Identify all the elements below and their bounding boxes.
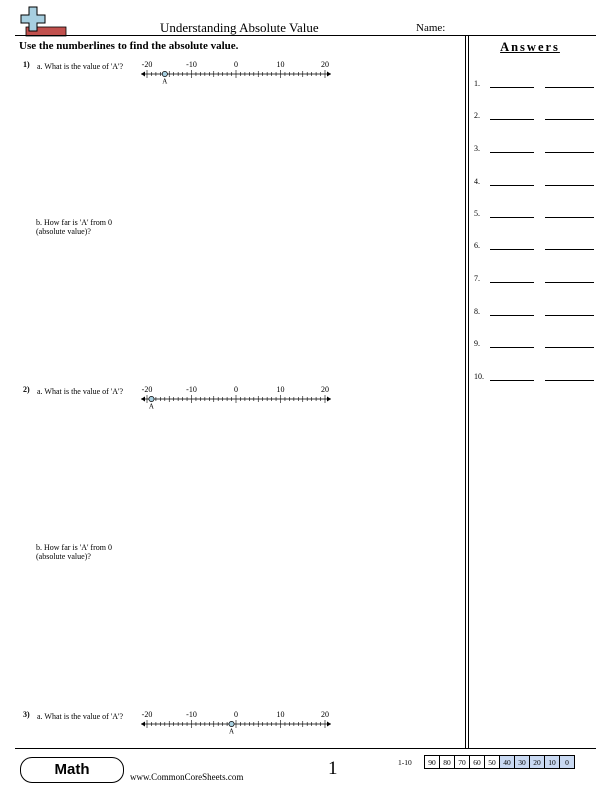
score-cell: 50	[485, 756, 500, 769]
answer-blank-b[interactable]	[545, 249, 594, 250]
tick-label: 0	[234, 60, 238, 69]
score-cell: 30	[515, 756, 530, 769]
answer-number: 7.	[474, 274, 480, 283]
answer-blank-b[interactable]	[545, 217, 594, 218]
answer-blank-b[interactable]	[545, 152, 594, 153]
arrow-left-icon	[141, 397, 145, 402]
question-part-b: b. How far is 'A' from 0	[36, 218, 112, 227]
answer-blank-a[interactable]	[490, 380, 534, 381]
answer-blank-b[interactable]	[545, 347, 594, 348]
answer-number: 10.	[474, 372, 484, 381]
page-number: 1	[328, 758, 338, 779]
tick-label: -10	[186, 60, 197, 69]
answer-number: 3.	[474, 144, 480, 153]
answer-row[interactable]	[474, 339, 596, 351]
tick-label: 20	[321, 710, 329, 719]
point-label: A	[229, 727, 235, 734]
answer-blank-a[interactable]	[490, 282, 534, 283]
answer-blank-b[interactable]	[545, 119, 594, 120]
question-part-a: a. What is the value of 'A'?	[37, 62, 124, 71]
question-part-b-cont: (absolute value)?	[36, 552, 91, 561]
score-cell: 60	[470, 756, 485, 769]
score-cell: 20	[530, 756, 545, 769]
point-label: A	[162, 77, 168, 84]
tick-label: 10	[276, 60, 285, 69]
column-divider	[465, 35, 466, 748]
answer-row[interactable]	[474, 307, 596, 319]
number-line	[140, 385, 332, 409]
question-part-b-cont: (absolute value)?	[36, 227, 91, 236]
column-divider-inner	[468, 35, 469, 748]
arrow-right-icon	[327, 397, 331, 402]
answer-row[interactable]	[474, 177, 596, 189]
answer-row[interactable]	[474, 144, 596, 156]
score-range-label: 1-10	[398, 758, 412, 767]
answer-number: 6.	[474, 241, 480, 250]
answer-blank-a[interactable]	[490, 87, 534, 88]
answer-blank-a[interactable]	[490, 347, 534, 348]
tick-label: 10	[276, 385, 285, 394]
answer-blank-a[interactable]	[490, 315, 534, 316]
tick-label: -10	[186, 710, 197, 719]
answer-number: 4.	[474, 177, 480, 186]
answer-number: 5.	[474, 209, 480, 218]
score-table	[424, 755, 575, 769]
score-cell: 80	[440, 756, 455, 769]
answer-blank-b[interactable]	[545, 185, 594, 186]
question-number: 1)	[23, 60, 30, 69]
tick-label: -10	[186, 385, 197, 394]
answer-blank-a[interactable]	[490, 185, 534, 186]
answer-number: 9.	[474, 339, 480, 348]
arrow-left-icon	[141, 722, 145, 727]
answers-title: Answers	[500, 40, 560, 54]
answer-row[interactable]	[474, 274, 596, 286]
question-number: 2)	[23, 385, 30, 394]
score-cell: 90	[425, 756, 440, 769]
footer-divider	[15, 748, 596, 749]
number-line	[140, 60, 332, 84]
question-part-a: a. What is the value of 'A'?	[37, 712, 124, 721]
answer-blank-a[interactable]	[490, 119, 534, 120]
answer-number: 1.	[474, 79, 480, 88]
point-marker	[149, 396, 154, 401]
question-number: 3)	[23, 710, 30, 719]
answer-blank-b[interactable]	[545, 87, 594, 88]
score-cell: 10	[545, 756, 560, 769]
header-divider	[15, 35, 596, 36]
tick-label: -20	[141, 710, 153, 719]
answer-blank-b[interactable]	[545, 282, 594, 283]
answer-row[interactable]	[474, 111, 596, 123]
logo-icon	[17, 5, 69, 37]
answer-blank-a[interactable]	[490, 249, 534, 250]
tick-label: 0	[234, 385, 238, 394]
answer-row[interactable]	[474, 372, 596, 384]
answer-row[interactable]	[474, 79, 596, 91]
tick-label: 0	[234, 710, 238, 719]
instructions: Use the numberlines to find the absolute value.	[19, 40, 239, 52]
tick-label: 20	[321, 385, 329, 394]
point-marker	[162, 71, 167, 76]
answer-row[interactable]	[474, 209, 596, 221]
name-label: Name:	[416, 22, 446, 34]
number-line	[140, 710, 332, 734]
score-cell: 70	[455, 756, 470, 769]
arrow-right-icon	[327, 722, 331, 727]
arrow-left-icon	[141, 72, 145, 77]
site-url: www.CommonCoreSheets.com	[130, 772, 244, 782]
answer-blank-a[interactable]	[490, 217, 534, 218]
tick-label: -20	[141, 385, 153, 394]
subject-badge: Math	[20, 757, 124, 783]
page-title: Understanding Absolute Value	[160, 20, 319, 35]
answer-blank-b[interactable]	[545, 380, 594, 381]
point-label: A	[148, 402, 154, 409]
question-part-a: a. What is the value of 'A'?	[37, 387, 124, 396]
question-part-b: b. How far is 'A' from 0	[36, 543, 112, 552]
arrow-right-icon	[327, 72, 331, 77]
point-marker	[229, 721, 234, 726]
tick-label: 10	[276, 710, 285, 719]
tick-label: 20	[321, 60, 329, 69]
score-cell: 0	[560, 756, 575, 769]
answer-row[interactable]	[474, 241, 596, 253]
score-cell: 40	[500, 756, 515, 769]
answer-number: 8.	[474, 307, 480, 316]
answer-blank-b[interactable]	[545, 315, 594, 316]
answer-blank-a[interactable]	[490, 152, 534, 153]
tick-label: -20	[141, 60, 153, 69]
answer-number: 2.	[474, 111, 480, 120]
